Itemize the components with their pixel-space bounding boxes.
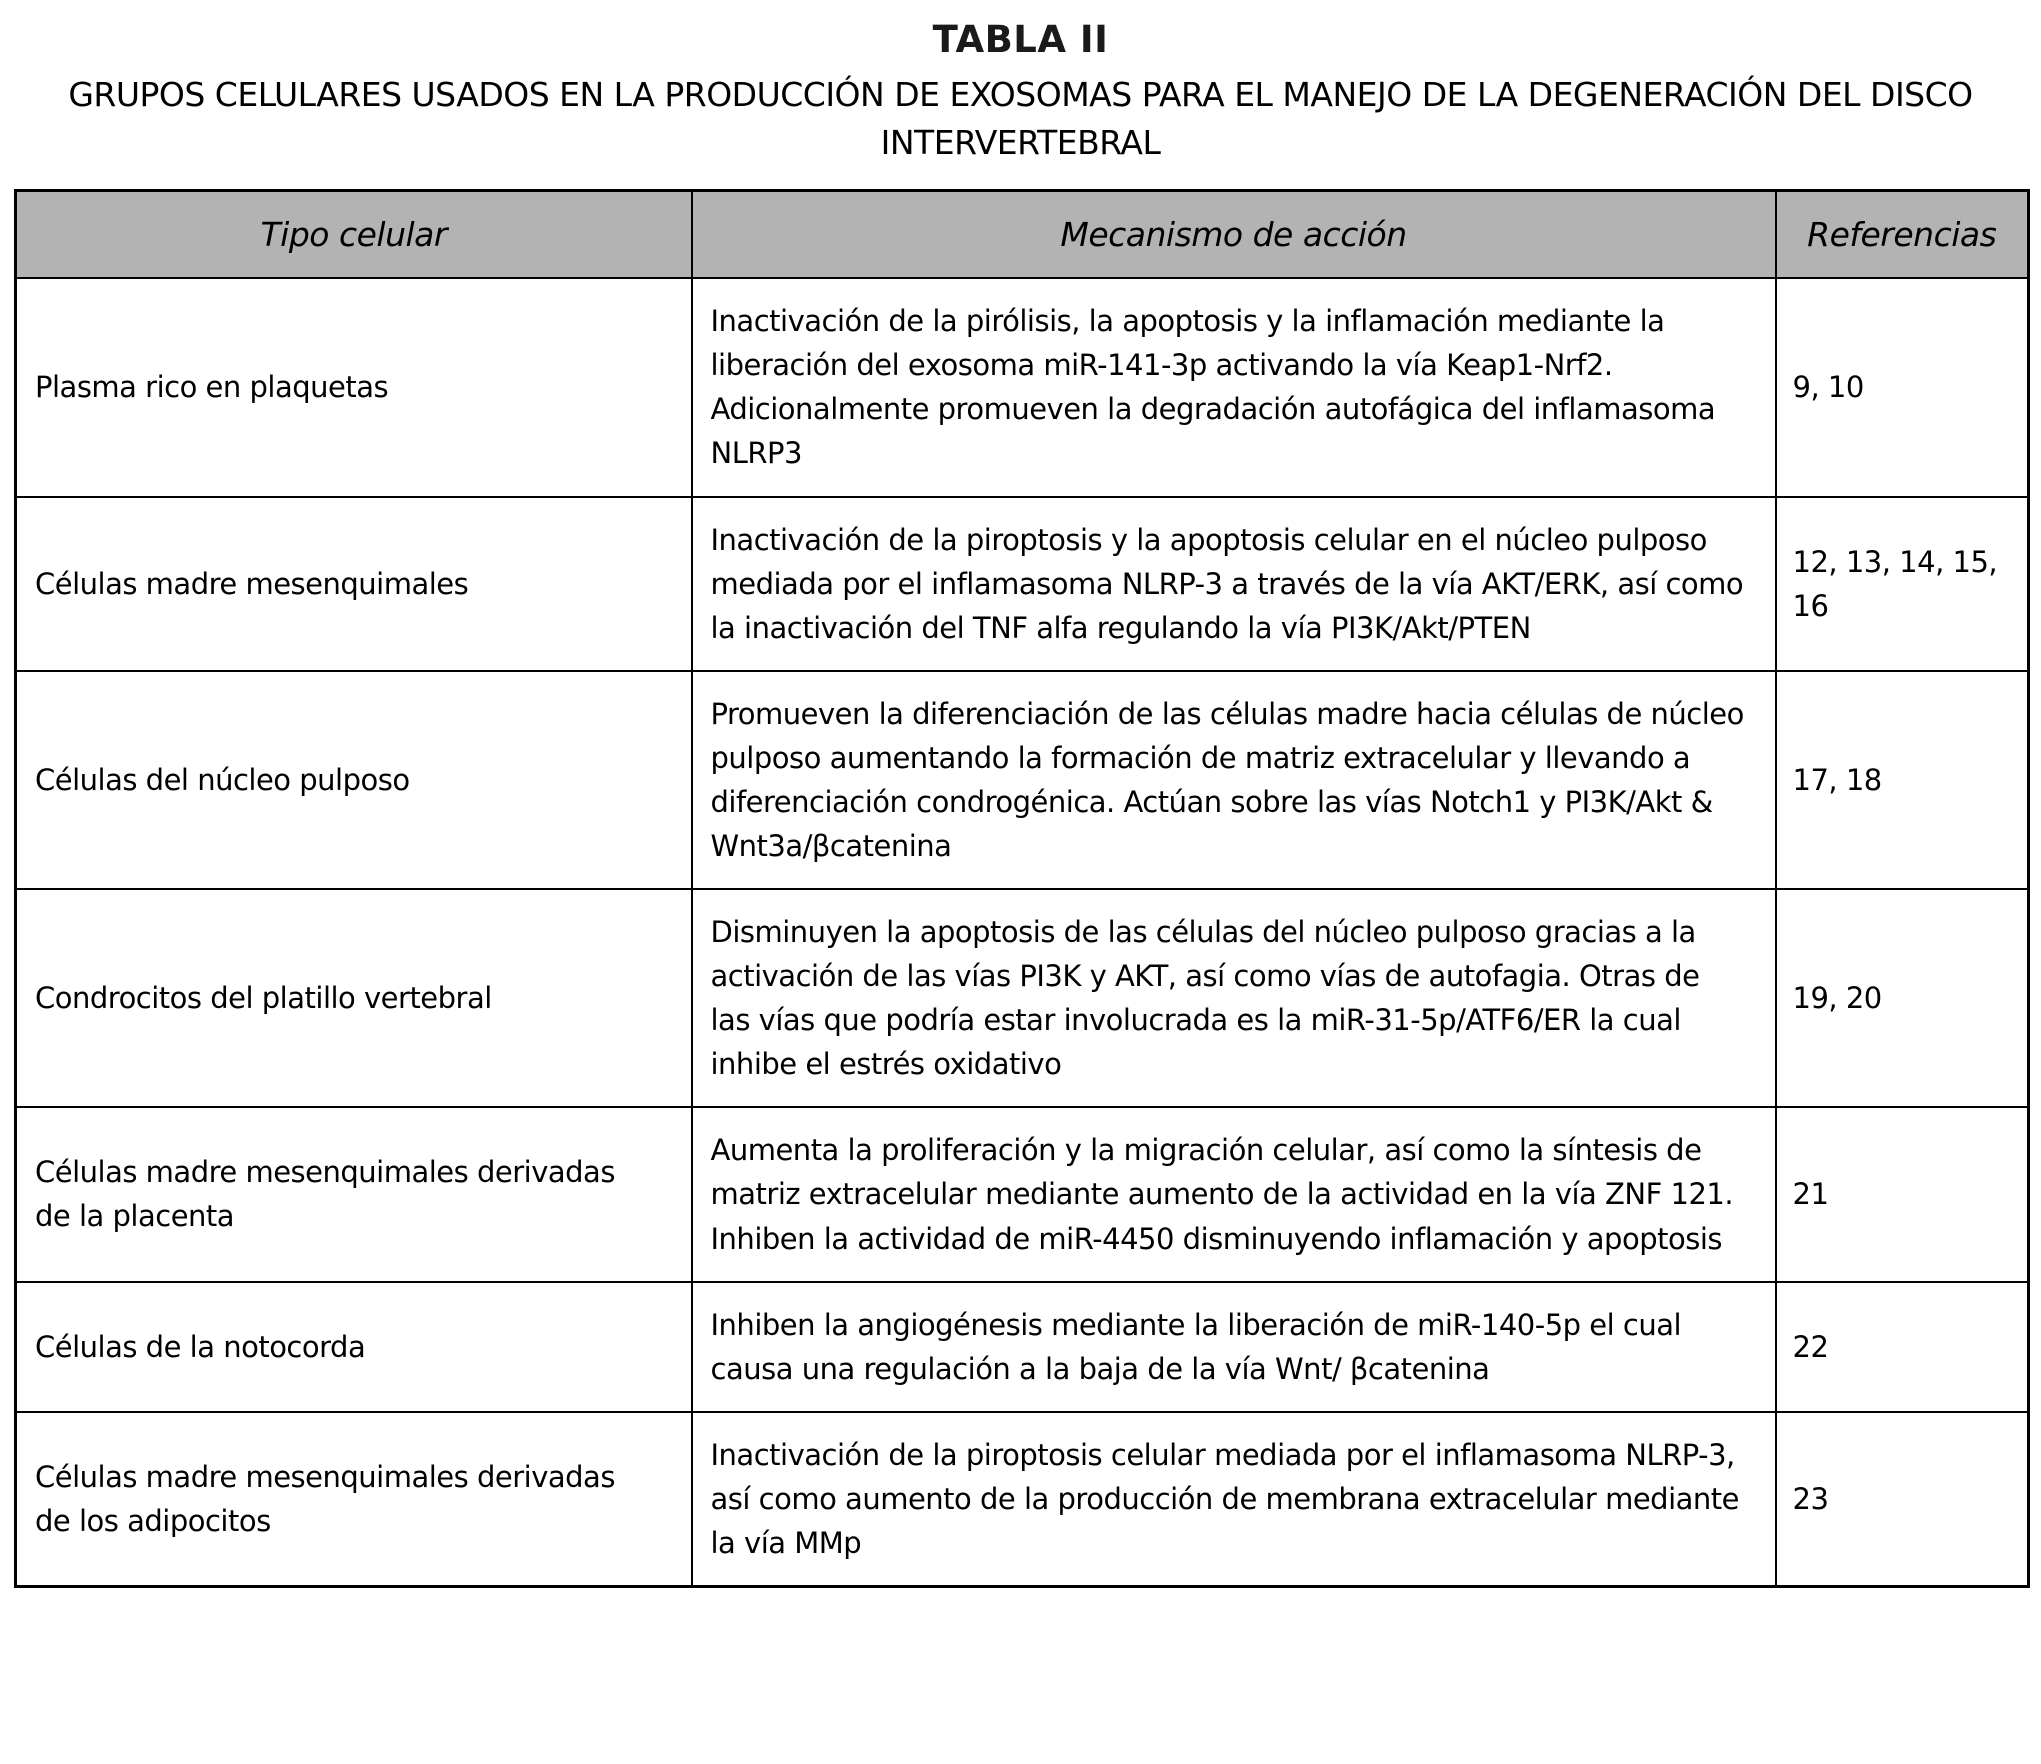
table-row (16, 1412, 2029, 1587)
table-subtitle: GRUPOS CELULARES USADOS EN LA PRODUCCIÓN DE EXOSOMAS PARA EL MANEJO DE LA DEGENERACIÓN DEL DISCO INTERVERTEBRAL (68, 75, 1973, 162)
cell-mecanismo-accion: Disminuyen la apoptosis de las células del núcleo pulposo gracias a la activación de las vías PI3K y AKT, así como vías de autofagia. Otras de las vías que podría estar involucrada es la miR-31-5p/ATF6/ER la cual inhibe el estrés oxidativo (692, 889, 1776, 1107)
cell-referencias: 19, 20 (1776, 889, 2029, 1107)
cell-mecanismo-accion: Aumenta la proliferación y la migración celular, así como la síntesis de matriz extracelular mediante aumento de la actividad en la vía ZNF 121. Inhiben la actividad de miR-4450 disminuyendo inflamación y apoptosis (692, 1107, 1776, 1281)
cell-mecanismo-accion: Inactivación de la pirólisis, la apoptosis y la inflamación mediante la liberación del exosoma miR-141-3p activando la vía Keap1-Nrf2. Adicionalmente promueven la degradación autofágica del inflamasoma NLRP3 (692, 278, 1776, 496)
cell-tipo-celular: Plasma rico en plaquetas (16, 278, 692, 496)
cell-referencias: 12, 13, 14, 15, 16 (1776, 497, 2029, 671)
cell-referencias: 23 (1776, 1412, 2029, 1587)
cell-mecanismo-accion: Inactivación de la piroptosis y la apoptosis celular en el núcleo pulposo mediada por el inflamasoma NLRP-3 a través de la vía AKT/ERK, así como la inactivación del TNF alfa regulando la vía PI3K/Akt/PTEN (692, 497, 1776, 671)
cell-groups-table (14, 189, 2030, 1588)
cell-tipo-celular: Células del núcleo pulposo (16, 671, 692, 889)
cell-tipo-celular: Células madre mesenquimales (16, 497, 692, 671)
header-tipo-celular: Tipo celular (16, 190, 692, 278)
table-title: TABLA II (932, 18, 1109, 61)
table-header (16, 190, 2029, 278)
cell-mecanismo-accion: Promueven la diferenciación de las células madre hacia células de núcleo pulposo aumentando la formación de matriz extracelular y llevando a diferenciación condrogénica. Actúan sobre las vías Notch1 y PI3K/Akt & Wnt3a/βcatenina (692, 671, 1776, 889)
table-body (16, 278, 2029, 1586)
table-row (16, 889, 2029, 1107)
cell-tipo-celular: Células madre mesenquimales derivadas de los adipocitos (16, 1412, 692, 1587)
table-row (16, 1282, 2029, 1412)
cell-mecanismo-accion: Inhiben la angiogénesis mediante la liberación de miR-140-5p el cual causa una regulación a la baja de la vía Wnt/ βcatenina (692, 1282, 1776, 1412)
cell-referencias: 21 (1776, 1107, 2029, 1281)
header-mecanismo-accion: Mecanismo de acción (692, 190, 1776, 278)
table-row (16, 278, 2029, 496)
table-row (16, 671, 2029, 889)
cell-tipo-celular: Células de la notocorda (16, 1282, 692, 1412)
cell-referencias: 17, 18 (1776, 671, 2029, 889)
header-row (16, 190, 2029, 278)
cell-tipo-celular: Condrocitos del platillo vertebral (16, 889, 692, 1107)
header-referencias: Referencias (1776, 190, 2029, 278)
cell-referencias: 22 (1776, 1282, 2029, 1412)
table-row (16, 497, 2029, 671)
cell-tipo-celular: Células madre mesenquimales derivadas de la placenta (16, 1107, 692, 1281)
cell-mecanismo-accion: Inactivación de la piroptosis celular mediada por el inflamasoma NLRP-3, así como aumento de la producción de membrana extracelular mediante la vía MMp (692, 1412, 1776, 1587)
title-block (16, 18, 2026, 167)
cell-referencias: 9, 10 (1776, 278, 2029, 496)
table-row (16, 1107, 2029, 1281)
